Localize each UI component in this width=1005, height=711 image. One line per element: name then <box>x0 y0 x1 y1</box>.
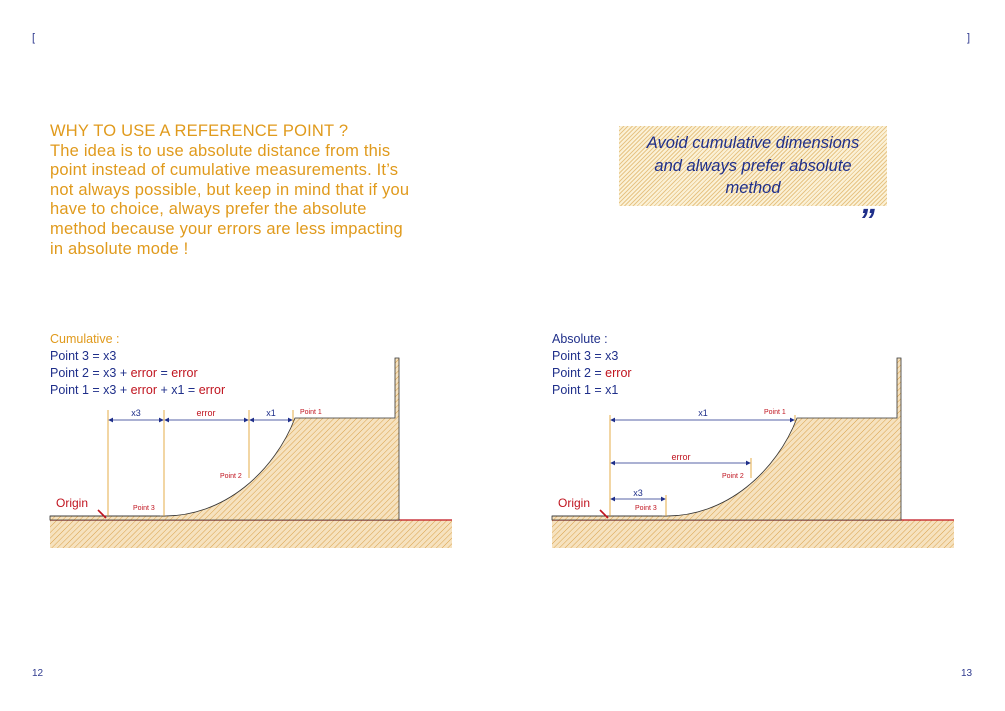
pull-quote-line: method <box>725 179 781 197</box>
dim-label-x1: x1 <box>266 408 276 418</box>
pull-quote-text <box>619 132 887 200</box>
absolute-heading: Absolute : <box>552 332 608 346</box>
right-page-number: 13 <box>961 668 973 679</box>
closing-quote-mark: „ <box>862 184 878 220</box>
formula-text: Point 2 = <box>552 366 606 380</box>
formula-error: error <box>198 383 226 397</box>
point2-label: Point 2 <box>220 473 242 480</box>
formula-text: = <box>157 366 172 380</box>
left-bracket: [ <box>32 32 36 44</box>
formula-text: Point 3 = x3 <box>50 349 117 363</box>
intro-line: not always possible, but keep in mind that if you <box>50 180 410 199</box>
intro-line: in absolute mode ! <box>50 239 189 258</box>
ramp-shape <box>552 358 901 520</box>
formula-error: error <box>130 366 158 380</box>
cumulative-diagram <box>40 350 460 555</box>
point2-label: Point 2 <box>722 473 744 480</box>
pull-quote-line: and always prefer absolute <box>654 156 852 175</box>
point3-label: Point 3 <box>635 505 657 512</box>
intro-line: The idea is to use absolute distance from this <box>50 141 391 160</box>
origin-label: Origin <box>558 496 591 510</box>
ramp-shape <box>50 358 399 520</box>
formula-text: Point 2 = x3 + <box>50 366 131 380</box>
point3-label: Point 3 <box>133 505 155 512</box>
dim-label-x3: x3 <box>633 488 643 498</box>
intro-heading: WHY TO USE A REFERENCE POINT ? <box>50 122 349 140</box>
left-page-number: 12 <box>32 668 44 679</box>
formula-error: error <box>171 366 198 380</box>
dim-label-x1: x1 <box>698 408 708 418</box>
dim-label-x3: x3 <box>131 408 141 418</box>
right-bracket: ] <box>967 32 971 44</box>
formula-error: error <box>605 366 632 380</box>
dim-label-error: error <box>671 452 691 462</box>
formula-text: Point 1 = x1 <box>552 383 619 397</box>
formula-text: Point 3 = x3 <box>552 349 619 363</box>
intro-text <box>50 122 470 259</box>
absolute-diagram <box>542 350 962 555</box>
intro-line: have to choice, always prefer the absolute <box>50 200 367 219</box>
cumulative-heading: Cumulative : <box>50 332 120 346</box>
intro-line: method because your errors are less impacting <box>50 219 403 238</box>
dim-label-error: error <box>196 408 216 418</box>
ground-hatch <box>50 520 452 548</box>
pull-quote <box>619 126 887 206</box>
ground-hatch <box>552 520 954 548</box>
formula-error: error <box>130 383 158 397</box>
formula-text: + x1 = <box>157 383 199 397</box>
pull-quote-line: Avoid cumulative dimensions <box>646 134 860 152</box>
point1-label: Point 1 <box>764 409 786 416</box>
point1-label: Point 1 <box>300 409 322 416</box>
origin-label: Origin <box>56 496 89 510</box>
formula-text: Point 1 = x3 + <box>50 383 131 397</box>
intro-line: point instead of cumulative measurements. It’s <box>50 161 399 180</box>
